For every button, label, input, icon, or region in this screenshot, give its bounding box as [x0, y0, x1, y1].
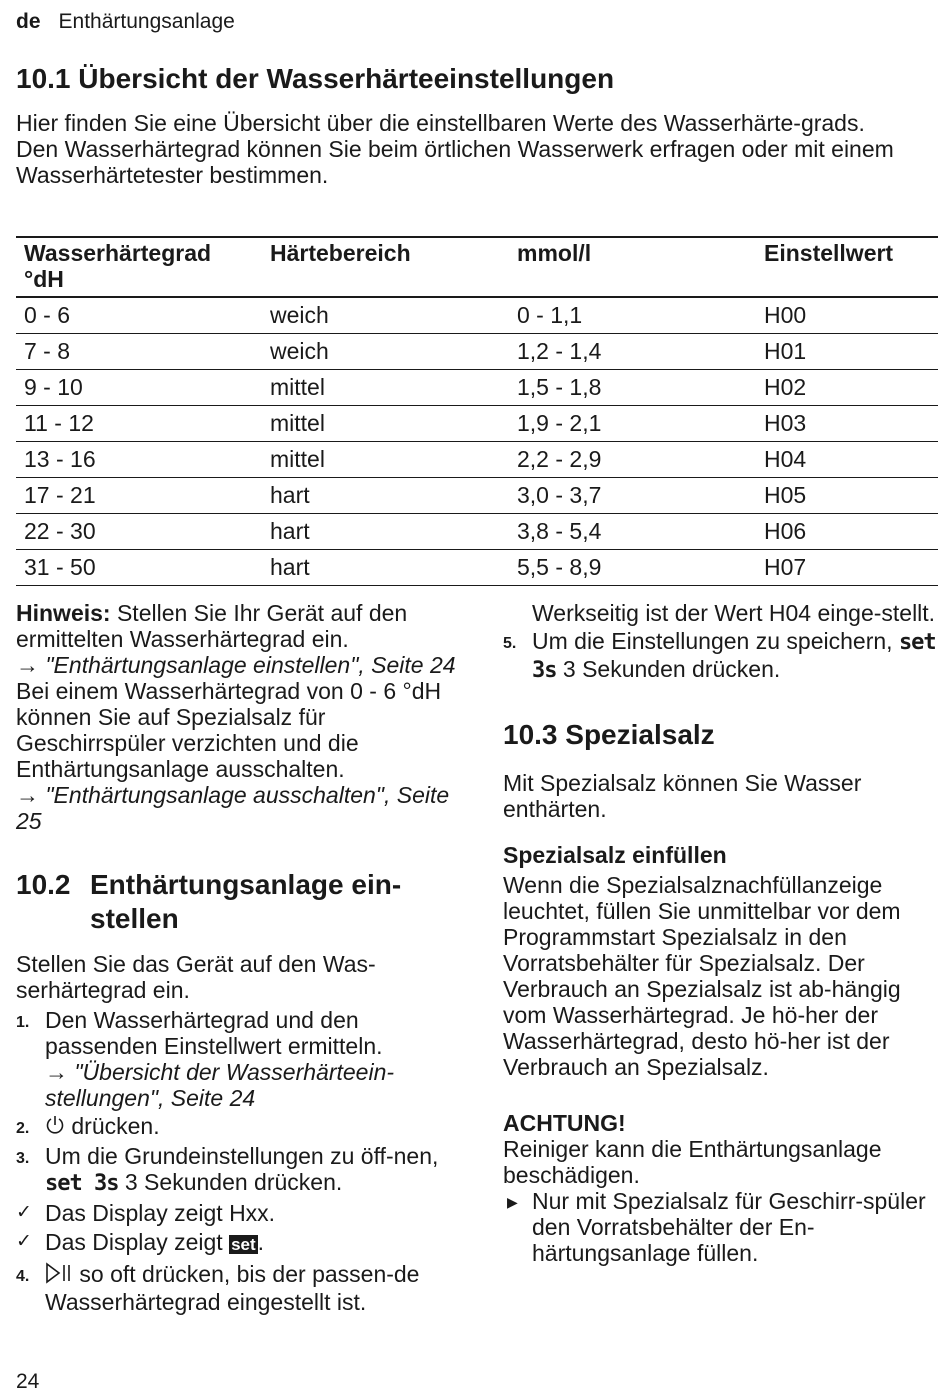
cell-range: hart	[270, 554, 310, 580]
warning-action-text: Nur mit Spezialsalz für Geschirr-spüler den Vorratsbehälter der En-härtungsanlage füllen.	[532, 1187, 926, 1266]
section-title-line-1: Enthärtungsanlage ein-	[90, 869, 402, 900]
step-number: 2.	[16, 1120, 30, 1138]
cell-mmol: 5,5 - 8,9	[517, 554, 602, 580]
cell-mmol: 0 - 1,1	[517, 302, 583, 328]
result-1-text: Das Display zeigt Hxx.	[45, 1200, 276, 1227]
cell-setting: H03	[764, 410, 807, 436]
intro-paragraph-2: Den Wasserhärtegrad können Sie beim örtlichen Wasserwerk erfragen oder mit einem Wasserhärtetester bestimmen.	[16, 136, 894, 188]
play-pause-icon	[45, 1262, 73, 1289]
step-1	[16, 1007, 456, 1111]
step-5-text-a: Um die Einstellungen zu speichern,	[532, 628, 893, 654]
step-4-text: so oft drücken, bis der passen-de Wasserhärtegrad eingestellt ist.	[45, 1261, 420, 1316]
step-1-text: Den Wasserhärtegrad und den passenden Einstellwert ermitteln.	[45, 1007, 383, 1060]
step-2	[16, 1113, 456, 1141]
table-row	[16, 334, 938, 370]
section-number: 10.2	[16, 869, 71, 900]
step-number: 1.	[16, 1014, 30, 1032]
language-tag: de	[16, 10, 41, 33]
step-5-text-b: 3 Sekunden drücken.	[562, 656, 781, 682]
step-3	[16, 1143, 456, 1197]
cell-mmol: 1,5 - 1,8	[517, 374, 602, 400]
cell-range: mittel	[270, 374, 325, 400]
arrow-right-icon: →	[16, 782, 46, 808]
hint-block	[16, 600, 456, 834]
subsection-text: Wenn die Spezialsalznachfüllanzeige leuchtet, füllen Sie unmittelbar vor dem Programmstart Spezialsalz in den Vorratsbehälter für Spezialsalz. Der Verbrauch an Spezialsalz ist ab-hängig vom Wasserhärtegrad. Je hö-her der Wasserhärtegrad, desto hö-her ist der Verbrauch an Spezialsalz.	[503, 871, 901, 1080]
cell-setting: H02	[764, 374, 807, 400]
check-icon: ✓	[16, 1202, 32, 1224]
section-intro	[16, 110, 936, 188]
section-2-intro: Stellen Sie das Gerät auf den Was-serhärtegrad ein.	[16, 951, 376, 1004]
cell-setting: H06	[764, 518, 807, 544]
warning-title: ACHTUNG!	[503, 1109, 626, 1136]
step-1-reference[interactable]	[45, 1059, 394, 1111]
table-row	[16, 550, 938, 586]
page-number: 24	[16, 1370, 40, 1393]
water-hardness-table	[16, 236, 938, 586]
table-row	[16, 370, 938, 406]
cell-setting: H05	[764, 482, 807, 508]
cell-mmol: 1,2 - 1,4	[517, 338, 602, 364]
intro-paragraph-1: Hier finden Sie eine Übersicht über die einstellbaren Werte des Wasserhärte-grads.	[16, 110, 865, 136]
hint-reference-1-text: "Enthärtungsanlage einstellen", Seite 24	[45, 652, 456, 678]
step-number: 5.	[503, 635, 517, 652]
step-3-text-a: Um die Grundeinstellungen zu öff-nen,	[45, 1143, 439, 1170]
col-header-mmol: mmol/l	[517, 240, 592, 266]
right-column	[503, 600, 939, 1266]
table-row	[16, 297, 938, 334]
arrow-right-icon: →	[16, 652, 46, 678]
cell-range: hart	[270, 482, 310, 508]
table-row	[16, 406, 938, 442]
cell-range: mittel	[270, 410, 325, 436]
table-header-row	[16, 237, 938, 297]
cell-hardness: 7 - 8	[24, 338, 71, 364]
step-1-reference-text: "Übersicht der Wasserhärteein-stellungen", Seite 24	[45, 1059, 395, 1112]
section-title-10-3: 10.3 Spezialsalz	[503, 719, 715, 750]
result-2: ✓ Das Display zeigt set.	[16, 1229, 265, 1256]
cell-setting: H07	[764, 554, 807, 580]
step-number: 4.	[16, 1268, 30, 1286]
cell-hardness: 9 - 10	[24, 374, 83, 400]
display-set-symbol: set	[231, 1235, 256, 1255]
cell-setting: H01	[764, 338, 807, 364]
step-2-text: drücken.	[71, 1113, 160, 1140]
cell-range: weich	[270, 302, 329, 328]
step-5	[503, 628, 939, 684]
cell-hardness: 17 - 21	[24, 482, 96, 508]
set-3s-key: set 3s	[532, 630, 936, 683]
section-title-line-2: stellen	[90, 902, 179, 934]
section-title-10-2	[16, 868, 456, 935]
hint-text-1: Stellen Sie Ihr Gerät auf den ermittelten Wasserhärtegrad ein.	[16, 600, 408, 652]
cell-setting: H00	[764, 302, 807, 328]
step-4	[16, 1261, 456, 1315]
table-row	[16, 478, 938, 514]
hint-label: Hinweis:	[16, 600, 111, 626]
cell-hardness: 11 - 12	[24, 410, 94, 436]
subsection-title: Spezialsalz einfüllen	[503, 841, 727, 868]
bullet-triangle-icon: ▶	[507, 1193, 518, 1210]
hint-text-2: Bei einem Wasserhärtegrad von 0 - 6 °dH können Sie auf Spezialsalz für Geschirrspüler verzichten und die Enthärtungsanlage ausschalten.	[16, 678, 442, 782]
running-header	[16, 10, 235, 34]
cell-hardness: 0 - 6	[24, 302, 71, 328]
result-1	[16, 1200, 456, 1226]
section-title-10-1: 10.1 Übersicht der Wasserhärteeinstellungen	[16, 63, 615, 94]
table-row	[16, 514, 938, 550]
arrow-right-icon: →	[45, 1059, 75, 1086]
power-icon	[45, 1114, 65, 1141]
hint-reference-2[interactable]	[16, 782, 449, 834]
cell-mmol: 1,9 - 2,1	[517, 410, 602, 436]
table-row	[16, 442, 938, 478]
col-header-hardness: Wasserhärtegrad °dH	[24, 240, 212, 292]
cell-range: weich	[270, 338, 329, 364]
left-column	[16, 600, 456, 1317]
cell-range: mittel	[270, 446, 325, 472]
cell-mmol: 3,0 - 3,7	[517, 482, 602, 508]
cell-mmol: 3,8 - 5,4	[517, 518, 602, 544]
warning-action	[503, 1188, 939, 1266]
step-4-continued-text: Werkseitig ist der Wert H04 einge-stellt.	[532, 600, 936, 626]
cell-mmol: 2,2 - 2,9	[517, 446, 602, 472]
hint-reference-1[interactable]	[16, 652, 456, 678]
step-4-continued	[503, 600, 939, 626]
cell-hardness: 13 - 16	[24, 446, 96, 472]
col-header-range: Härtebereich	[270, 240, 411, 266]
header-title: Enthärtungsanlage	[58, 10, 235, 33]
step-3-text-b: 3 Sekunden drücken.	[124, 1169, 343, 1196]
warning-text: Reiniger kann die Enthärtungsanlage beschädigen.	[503, 1135, 882, 1188]
hint-reference-2-text: "Enthärtungsanlage ausschalten", Seite 25	[16, 782, 450, 834]
cell-range: hart	[270, 518, 310, 544]
result-2-text: Das Display zeigt	[45, 1229, 223, 1256]
cell-hardness: 22 - 30	[24, 518, 96, 544]
set-3s-key: set 3s	[45, 1171, 119, 1197]
setup-steps	[16, 1007, 456, 1197]
step-number: 3.	[16, 1150, 30, 1168]
col-header-setting: Einstellwert	[764, 240, 894, 266]
check-icon: ✓	[16, 1231, 32, 1253]
section-3-intro: Mit Spezialsalz können Sie Wasser enthärten.	[503, 769, 862, 822]
cell-hardness: 31 - 50	[24, 554, 96, 580]
cell-setting: H04	[764, 446, 807, 472]
